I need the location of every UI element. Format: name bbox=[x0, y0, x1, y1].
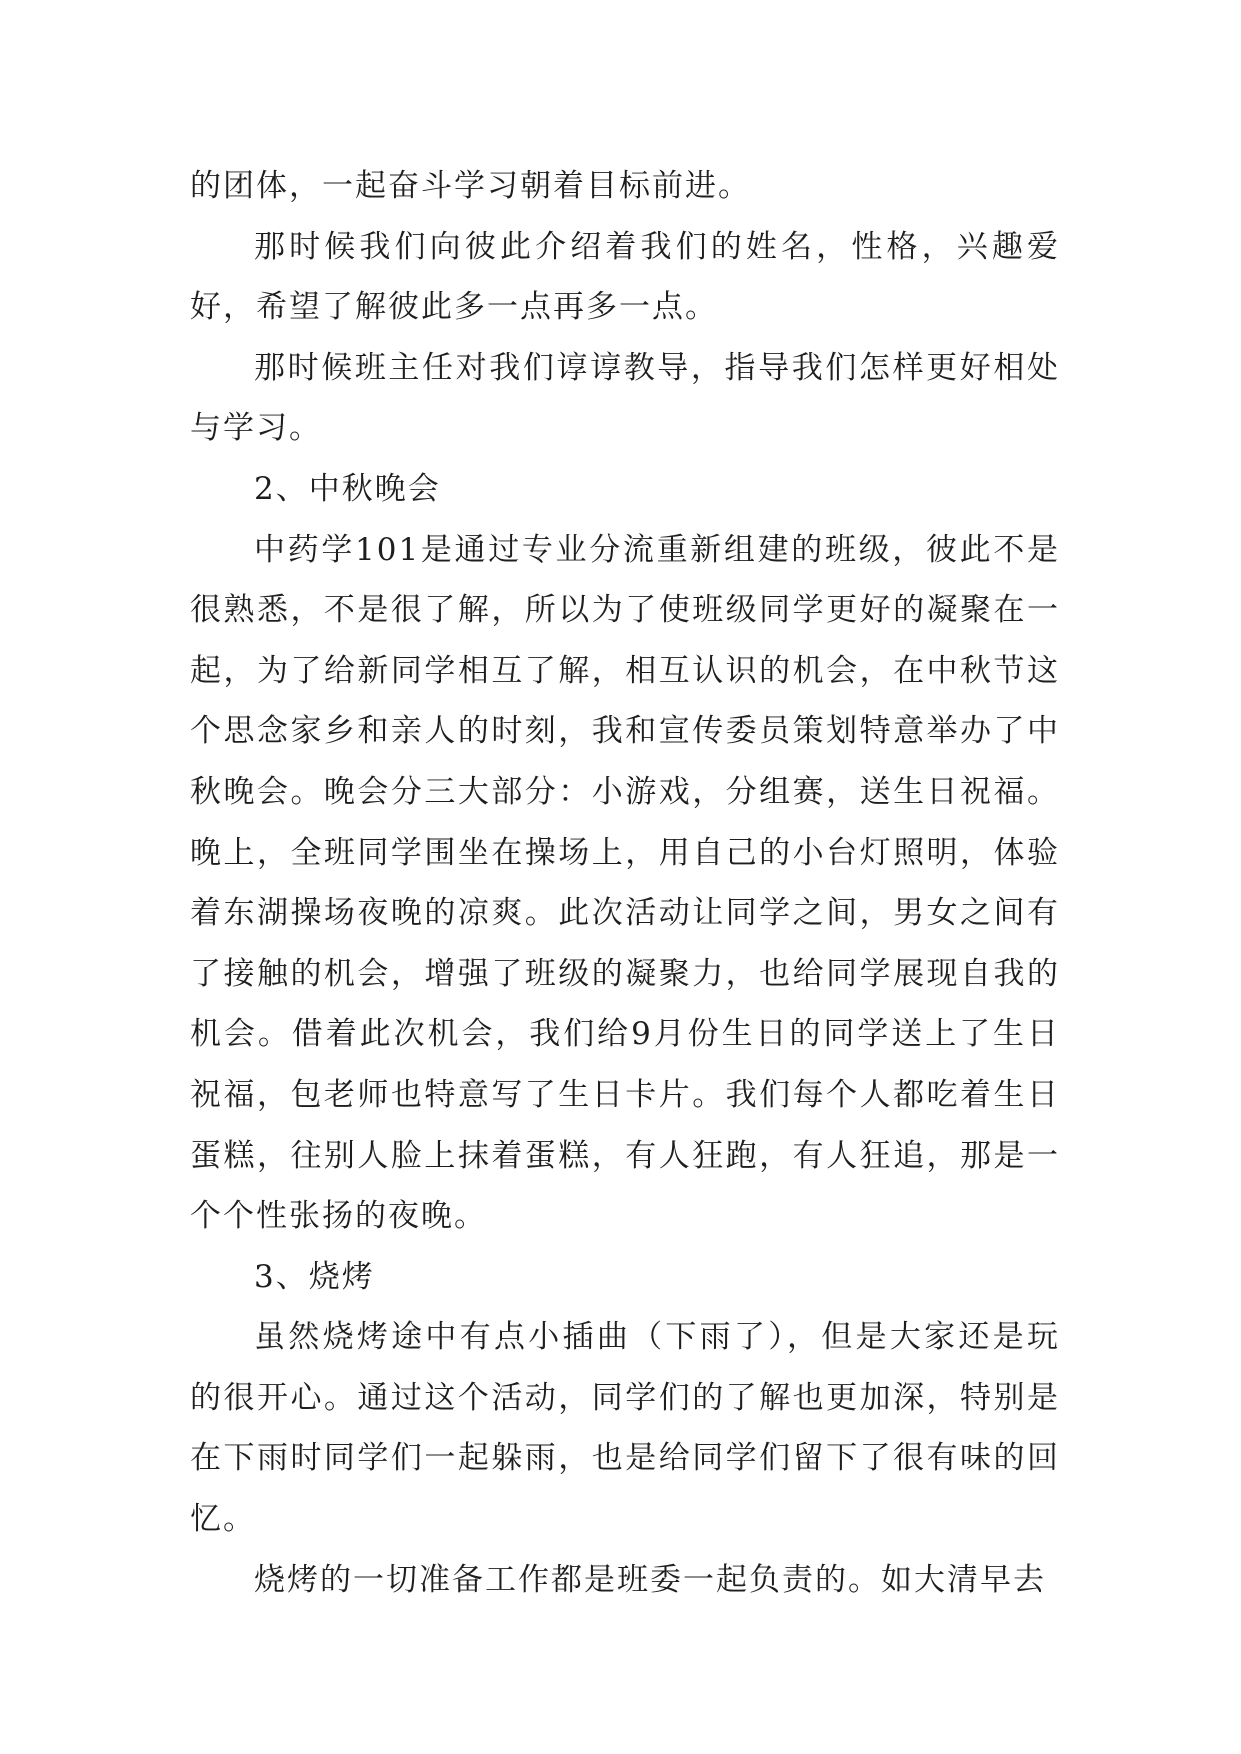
section-heading-mid-autumn: 2、中秋晚会 bbox=[254, 470, 441, 507]
section-heading-barbecue: 3、烧烤 bbox=[254, 1258, 375, 1295]
paragraph-teacher-guidance: 那时候班主任对我们谆谆教导，指导我们怎样更好相处与学习。 bbox=[190, 349, 1060, 447]
paragraph-barbecue-rain: 虽然烧烤途中有点小插曲（下雨了），但是大家还是玩的很开心。通过这个活动，同学们的了解也更加深，特别是在下雨时同学们一起躲雨，也是给同学们留下了很有味的回忆。 bbox=[190, 1319, 1060, 1538]
paragraph-mid-autumn-party: 中药学101是通过专业分流重新组建的班级，彼此不是很熟悉，不是很了解，所以为了使班级同学更好的凝聚在一起，为了给新同学相互了解，相互认识的机会，在中秋节这个思念家乡和亲人的时刻，我和宣传委员策划特意举办了中秋晚会。晚会分三大部分：小游戏，分组赛，送生日祝福。晚上，全班同学围坐在操场上，用自己的小台灯照明，体验着东湖操场夜晚的凉爽。此次活动让同学之间，男女之间有了接触的机会，增强了班级的凝聚力，也给同学展现自我的机会。借着此次机会，我们给9月份生日的同学送上了生日祝福，包老师也特意写了生日卡片。我们每个人都吃着生日蛋糕，往别人脸上抹着蛋糕，有人狂跑，有人狂追，那是一个个性张扬的夜晚。 bbox=[190, 531, 1060, 1235]
paragraph-continuation: 的团体，一起奋斗学习朝着目标前进。 bbox=[190, 168, 751, 204]
document-body bbox=[190, 156, 1060, 1610]
paragraph-barbecue-preparation: 烧烤的一切准备工作都是班委一起负责的。如大清早去 bbox=[254, 1561, 1046, 1598]
paragraph-introductions: 那时候我们向彼此介绍着我们的姓名，性格，兴趣爱好，希望了解彼此多一点再多一点。 bbox=[190, 228, 1060, 326]
